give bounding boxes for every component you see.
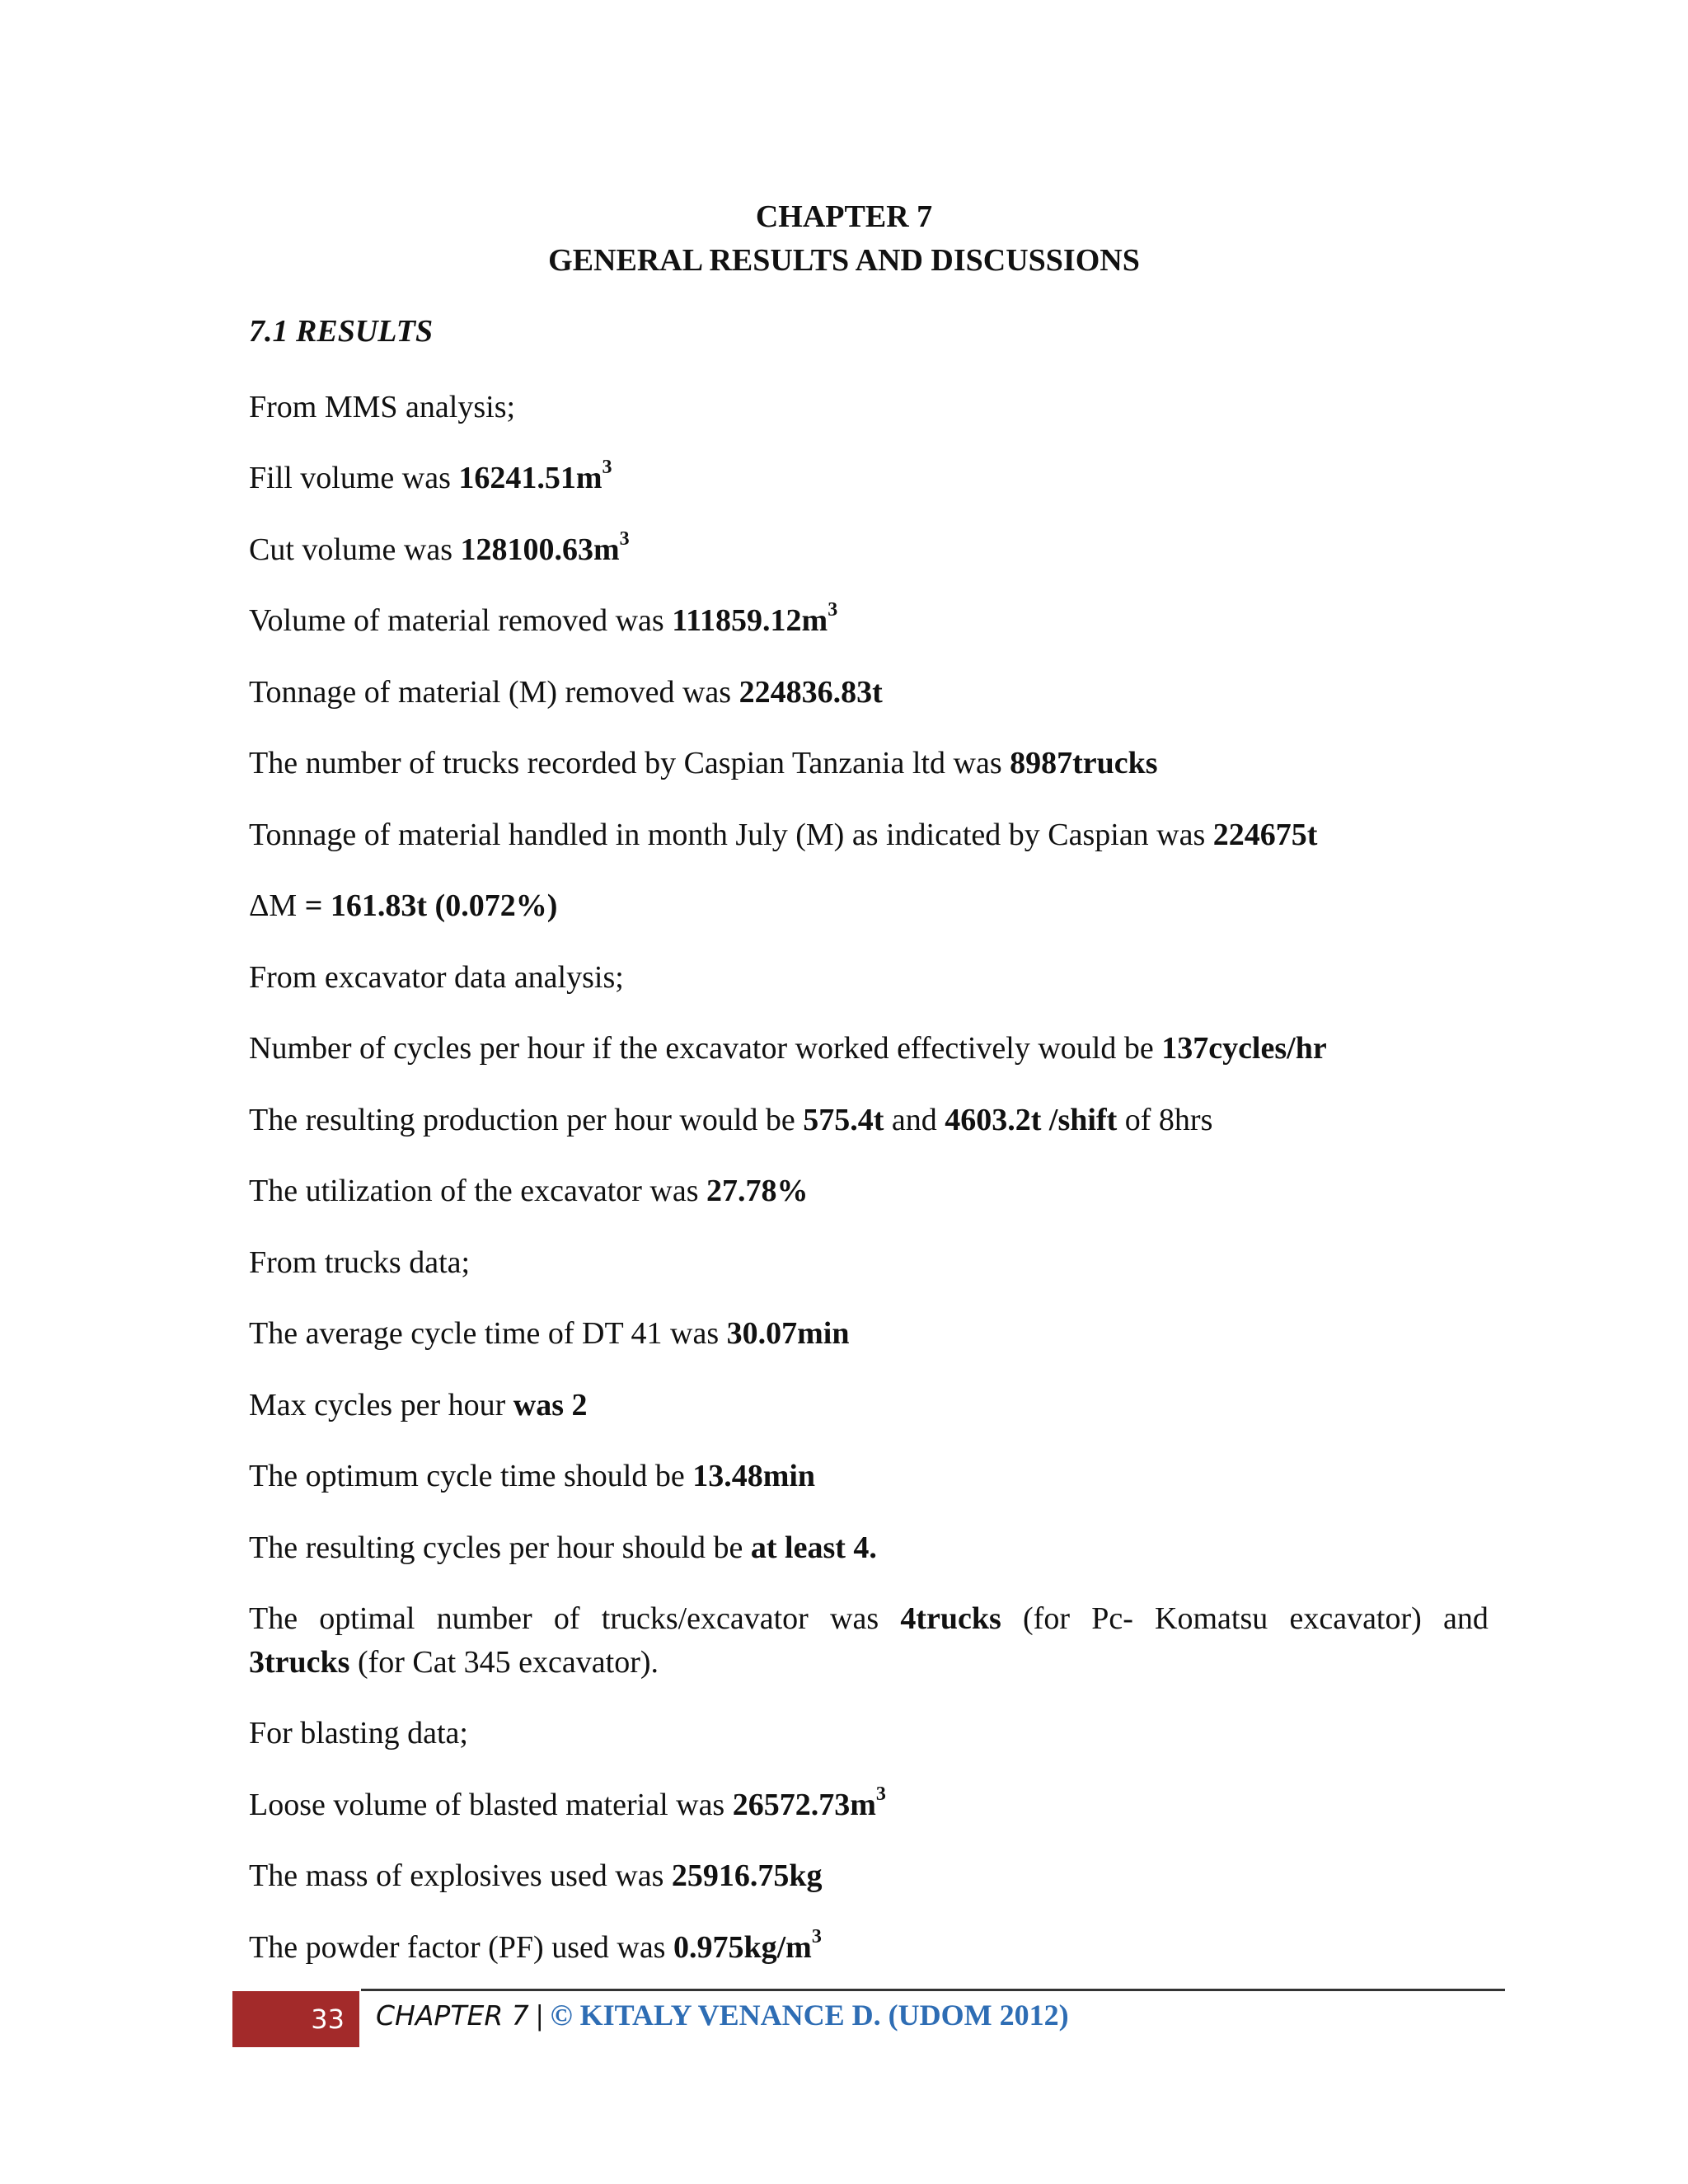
trucks-intro: From trucks data; — [249, 1245, 471, 1280]
optimal-trucks-line-2: 3trucks (for Cat 345 excavator). — [249, 1645, 659, 1680]
tonnage-removed-line: Tonnage of material (M) removed was 224836.83t — [249, 675, 883, 710]
delta-m-line: ΔM = 161.83t (0.072%) — [249, 888, 558, 923]
mms-intro: From MMS analysis; — [249, 390, 516, 424]
resulting-cycles-line: The resulting cycles per hour should be at least 4. — [249, 1530, 877, 1565]
avg-cycle-line: The average cycle time of DT 41 was 30.07min — [249, 1316, 850, 1351]
powder-factor-line: The powder factor (PF) used was $0.975kg/m^3$ — [249, 1926, 822, 1965]
footer — [376, 1998, 1069, 2032]
footer-copyright: © KITALY VENANCE D. (UDOM 2012) — [550, 1999, 1069, 2032]
trucks-recorded-line: The number of trucks recorded by Caspian Tanzania ltd was 8987trucks — [249, 746, 1158, 780]
section-heading: 7.1 RESULTS — [249, 314, 434, 349]
july-tonnage-line: Tonnage of material handled in month July (M) as indicated by Caspian was 224675t — [249, 818, 1318, 852]
utilization-line: The utilization of the excavator was 27.78% — [249, 1174, 809, 1208]
chapter-number: CHAPTER 7 — [755, 199, 933, 234]
page-number: 33 — [311, 2004, 345, 2035]
blasting-intro: For blasting data; — [249, 1716, 468, 1750]
max-cycles-line: Max cycles per hour was 2 — [249, 1388, 588, 1422]
footer-rule — [361, 1989, 1505, 1991]
optimum-cycle-line: The optimum cycle time should be 13.48min — [249, 1459, 816, 1493]
chapter-title: GENERAL RESULTS AND DISCUSSIONS — [548, 243, 1140, 278]
page-number-badge — [232, 1991, 359, 2047]
excavator-intro: From excavator data analysis; — [249, 960, 624, 995]
production-line: The resulting production per hour would be 575.4t and 4603.2t /shift of 8hrs — [249, 1103, 1213, 1137]
loose-volume-line: Loose volume of blasted material was $26572.73m^3$ — [249, 1783, 886, 1822]
excavator-cycles-line: Number of cycles per hour if the excavator worked effectively would be 137cycles/hr — [249, 1031, 1327, 1066]
cut-volume-line: Cut volume was $128100.63m^3$ — [249, 528, 630, 567]
footer-separator: | — [528, 1999, 551, 2032]
fill-volume-line: Fill volume was $16241.51m^3$ — [249, 457, 612, 495]
footer-chapter-label: CHAPTER 7 — [376, 1999, 529, 2032]
removed-volume-line: Volume of material removed was $111859.12m^3$ — [249, 599, 838, 638]
explosives-mass-line: The mass of explosives used was 25916.75kg — [249, 1858, 823, 1893]
optimal-trucks-line-1: The optimal number of trucks/excavator was 4trucks (for Pc- Komatsu excavator) and — [249, 1601, 1489, 1636]
